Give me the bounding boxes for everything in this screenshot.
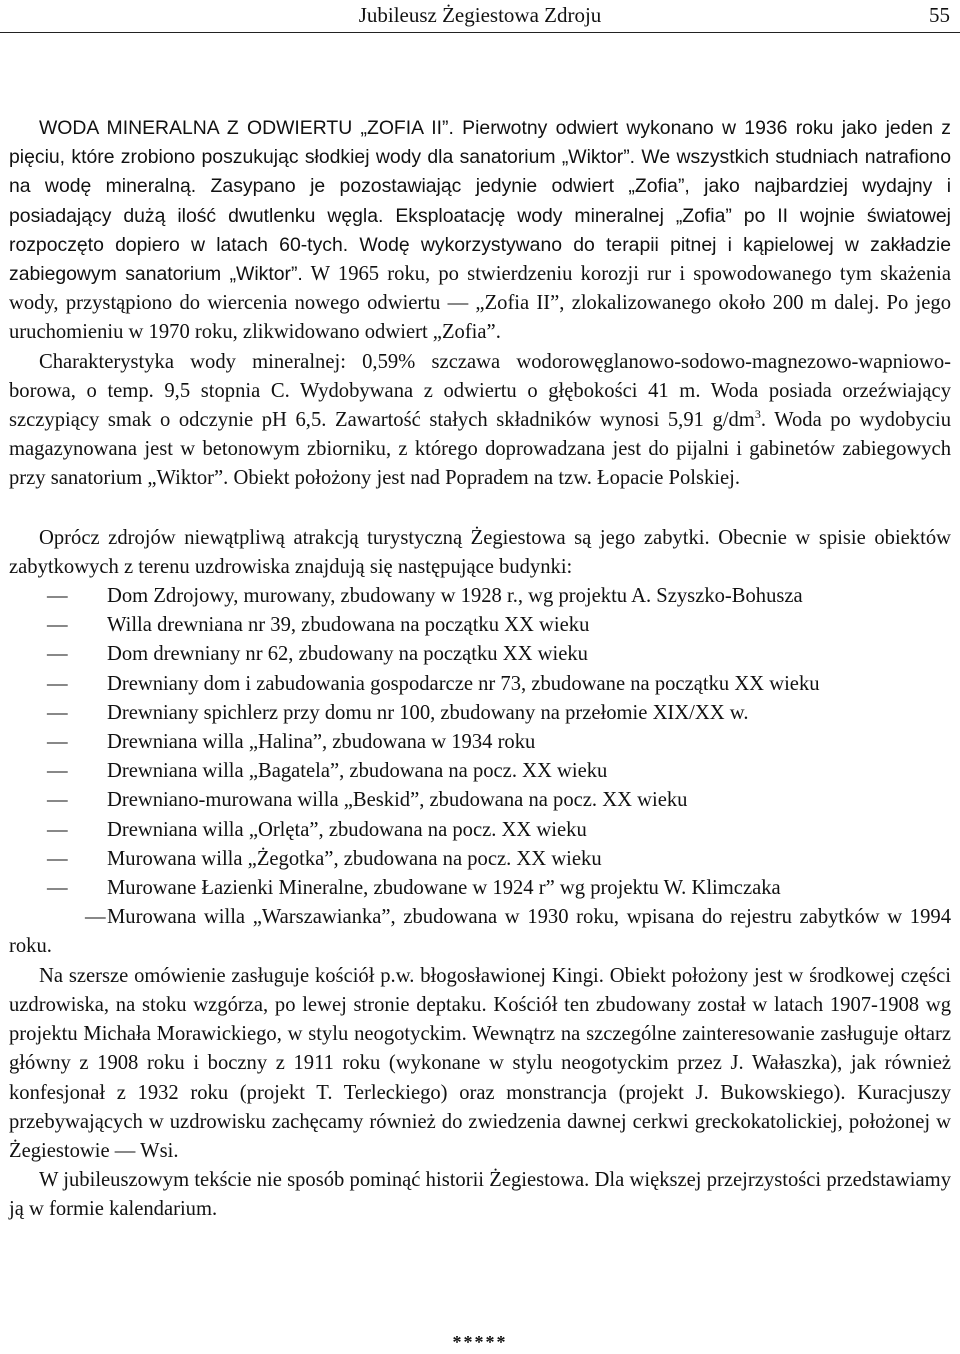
list-item-text: Drewniana willa „Halina”, zbudowana w 1934 roku: [107, 731, 536, 754]
paragraph-water-characteristics: [9, 348, 951, 494]
dash-mark: —: [47, 731, 68, 754]
header-title: Jubileusz Żegiestowa Zdroju: [358, 3, 602, 27]
dash-mark: —: [47, 877, 68, 900]
list-item: [9, 874, 951, 903]
list-item: [9, 640, 951, 669]
paragraph-church: Na szersze omówienie zasługuje kościół p.w. błogosławionej Kingi. Obiekt położony jest w środkowej części uzdrowiska, na stoku wzgórza, po lewej stronie deptaku. Kościół ten zbudowany został w latach 1907-1908 wg projektu Michała Morawickiego, w stylu neogotyckim. Wewnątrz na szczególne zainteresowanie zasługuje ołtarz główny z 1908 roku i boczny z 1911 roku (wykonane w stylu neogotyckim przez J. Wałaszka), jak również konfesjonał z 1932 roku (projekt T. Terleckiego) oraz monstrancja (projekt J. Bukowskiego). Kuracjuszy przebywających w uzdrowisku zachęcamy również do zwiedzenia dawnej cerkwi greckokatolickiej, położonej w Żegiestowie — Wsi.: [9, 964, 951, 1162]
list-item-text: Drewniany dom i zabudowania gospodarcze nr 73, zbudowane na początku XX wieku: [107, 672, 820, 695]
dash-mark: —: [47, 614, 68, 637]
list-item-text: Murowane Łazienki Mineralne, zbudowane w 1924 r” wg projektu W. Klimczaka: [107, 877, 781, 900]
list-item-text: Drewniana willa „Orlęta”, zbudowana na pocz. XX wieku: [107, 818, 587, 841]
list-item-text: Murowana willa „Warszawianka”, zbudowana w 1930 roku, wpisana do rejestru zabytków w 1994 roku.: [9, 906, 951, 958]
list-item: [9, 757, 951, 786]
list-item: [9, 670, 951, 699]
page-number: 55: [929, 3, 950, 27]
list-item-text: Murowana willa „Żegotka”, zbudowana na pocz. XX wieku: [107, 847, 602, 870]
list-item: [9, 582, 951, 611]
list-item-text: Drewniany spichlerz przy domu nr 100, zbudowany na przełomie XIX/XX w.: [107, 701, 749, 724]
dash-mark: —: [47, 818, 68, 841]
list-item-text: Willa drewniana nr 39, zbudowana na początku XX wieku: [107, 614, 590, 637]
characteristics-text-continued: . Woda po wydobyciu magazynowana jest w betonowym zbiorniku, z którego doprowadzana jest do pijalni i gabinetów zabiegowych przy sanatorium „Wiktor”. Obiekt położony jest nad Popradem na tzw. Łopacie Polskiej.: [9, 409, 952, 490]
paragraph-gap: [9, 494, 951, 524]
list-item: [9, 699, 951, 728]
list-item-text: Dom drewniany nr 62, zbudowany na początku XX wieku: [107, 643, 588, 666]
list-item: [9, 816, 951, 845]
paragraph-monuments-intro: Oprócz zdrojów niewątpliwą atrakcją turystyczną Żegiestowa są jego zabytki. Obecnie w spisie obiektów zabytkowych z terenu uzdrowiska znajdują się następujące budynki:: [9, 526, 951, 578]
dash-mark: —: [47, 789, 68, 812]
dash-mark: —: [47, 701, 68, 724]
dash-mark: —: [47, 643, 68, 666]
list-item: [9, 611, 951, 640]
list-item-text: Drewniana willa „Bagatela”, zbudowana na pocz. XX wieku: [107, 760, 608, 783]
characteristics-text: Charakterystyka wody mineralnej: 0,59% szczawa wodorowęglanowo-sodowo-magnezowo-wapniowo-borowa, o temp. 9,5 stopnia C. Wydobywana z odwiertu o głębokości 41 m. Woda posiada orzeźwiający szczypiący smak o odczynie pH 6,5. Zawartość stałych składników wynosi 5,91 g/dm: [9, 350, 951, 432]
dash-mark: —: [47, 847, 68, 870]
paragraph-mineral-water: [9, 114, 951, 348]
section-separator-stars: *****: [452, 1332, 508, 1352]
paragraph-history-intro: W jubileuszowym tekście nie sposób pominąć historii Żegiestowa. Dla większej przejrzystości przedstawiamy ją w formie kalendarium.: [9, 1169, 951, 1221]
monuments-list: [9, 582, 951, 962]
superscript-exponent: 3: [754, 407, 761, 422]
list-item: [9, 786, 951, 815]
list-item: [9, 845, 951, 874]
dash-mark: —: [47, 760, 68, 783]
list-item-text: Dom Zdrojowy, murowany, zbudowany w 1928 r., wg projektu A. Szyszko-Bohusza: [107, 585, 803, 608]
paragraph-mineral-water-part2: W 1965 roku, po stwierdzeniu korozji rur i spowodowanego tym skażenia wody, przystąpiono do wiercenia nowego odwiertu — „Zofia II”, zlokalizowanego około 200 m dalej. Po jego uruchomieniu w 1970 roku, zlikwidowano odwiert „Zofia”.: [9, 263, 951, 344]
list-item-text: Drewniano-murowana willa „Beskid”, zbudowana na pocz. XX wieku: [107, 789, 688, 812]
running-header: [0, 0, 960, 33]
list-item: [9, 728, 951, 757]
list-item: [9, 903, 951, 961]
dash-mark: —: [47, 585, 68, 608]
dash-mark: —: [85, 906, 106, 929]
paragraph-mineral-water-part1: WODA MINERALNA Z ODWIERTU „ZOFIA II”. Pierwotny odwiert wykonano w 1936 roku jako jeden z pięciu, które zrobiono poszukując słodkiej wody dla sanatorium „Wiktor”. We wszystkich studniach natrafiono na wodę mineralną. Zasypano je pozostawiając jedynie odwiert „Zofia”, jako najbardziej wydajny i posiadający dużą ilość dwutlenku węgla. Eksploatację wody mineralnej „Zofia” po II wojnie światowej rozpoczęto dopiero w latach 60-tych. Wodę wykorzystywano do terapii pitnej i kąpielowej w zakładzie zabiegowym sanatorium „Wiktor”.: [9, 117, 951, 286]
dash-mark: —: [47, 672, 68, 695]
page-body: [9, 114, 951, 1225]
